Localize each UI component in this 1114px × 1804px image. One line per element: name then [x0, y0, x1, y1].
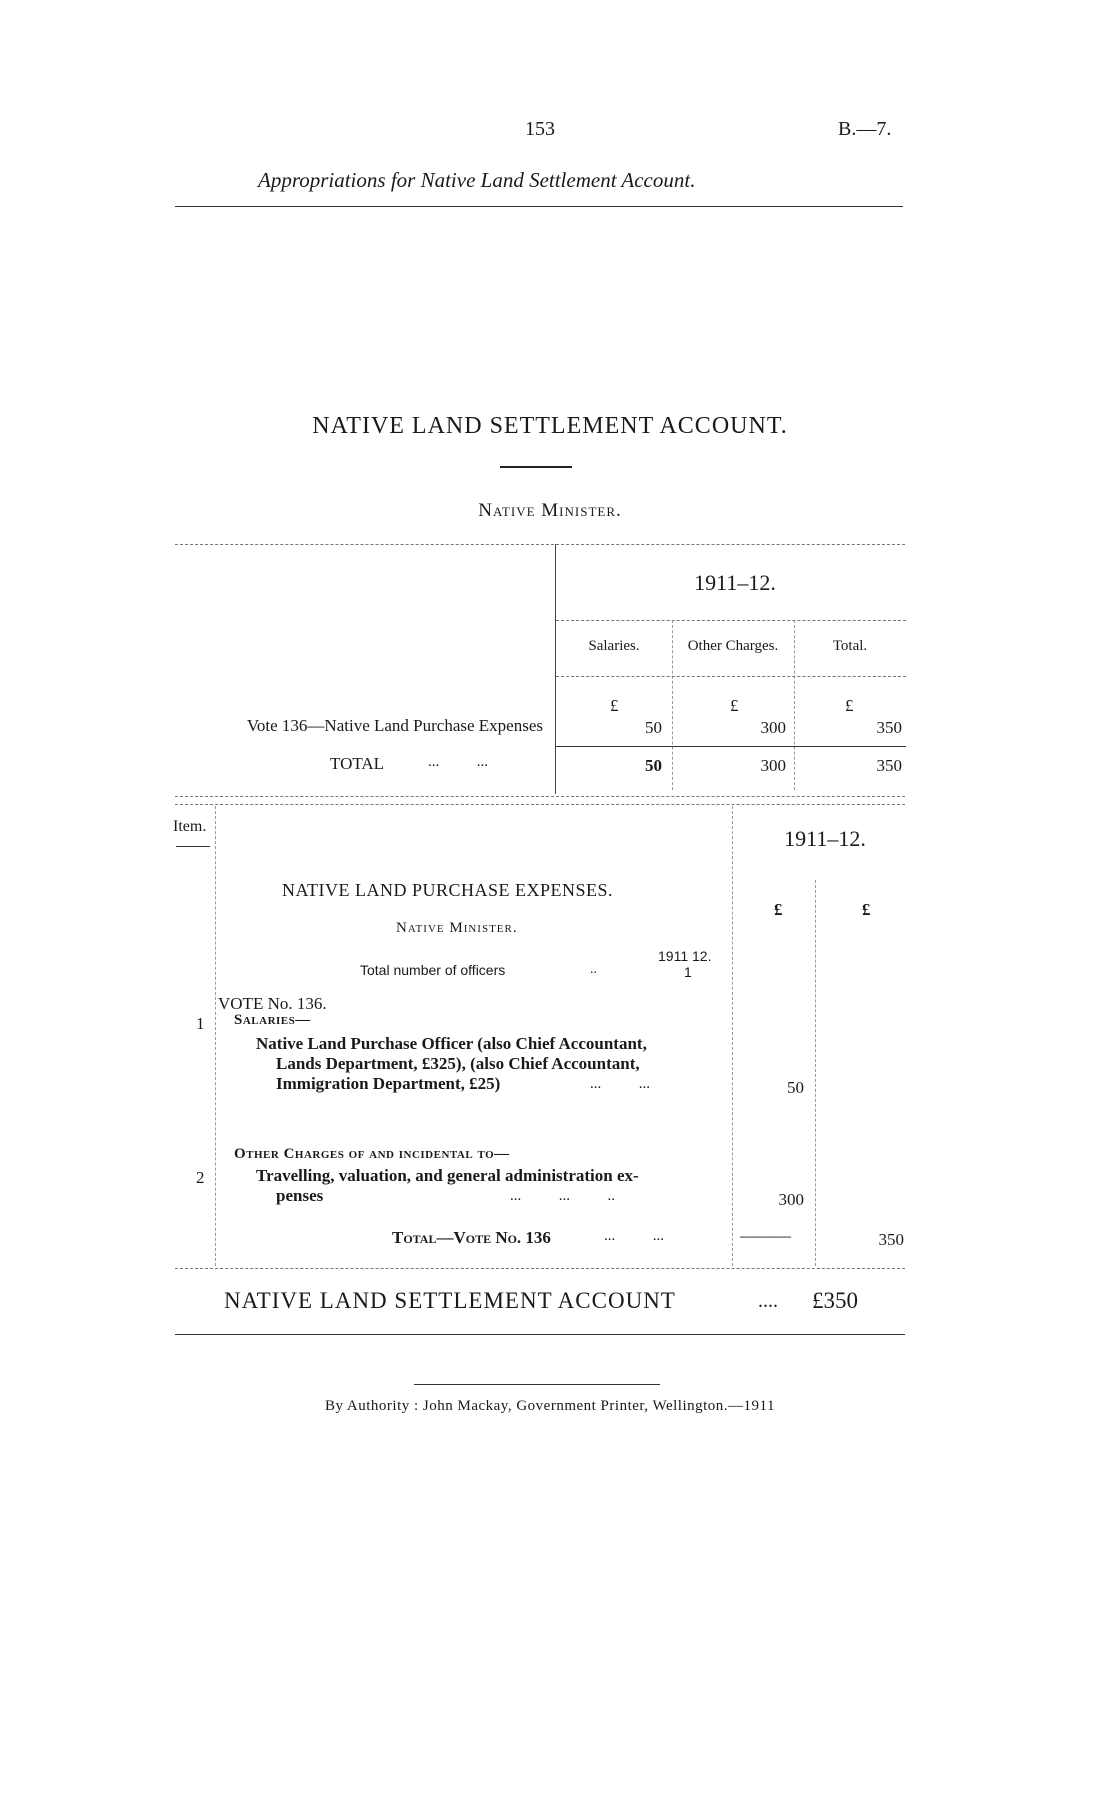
item-2-dots: ... ... .. [510, 1188, 615, 1204]
officers-label: Total number of officers [360, 962, 506, 978]
detail-currency-a: £ [774, 900, 783, 919]
account-total-dots: .... [758, 1290, 778, 1312]
item-1-line-1: Native Land Purchase Officer (also Chief Accountant, [256, 1034, 647, 1053]
summary-total-salaries: 50 [645, 756, 662, 775]
item-2-heading: Other Charges of and incidental to— [234, 1146, 510, 1162]
column-header-salaries: Salaries. [588, 638, 640, 654]
account-total-amount: £350 [812, 1288, 858, 1313]
detail-amount-divider [732, 806, 733, 1266]
currency-salaries: £ [610, 696, 619, 715]
column-header-total: Total. [832, 638, 868, 654]
vote-total-dash: ——— [740, 1226, 791, 1245]
detail-section-title: NATIVE LAND PURCHASE EXPENSES. [282, 880, 614, 900]
vote-label: VOTE No. 136. [218, 994, 327, 1013]
account-title: NATIVE LAND SETTLEMENT ACCOUNT. [312, 413, 788, 439]
detail-currency-b: £ [862, 900, 871, 919]
detail-minister: Native Minister. [396, 920, 518, 936]
summary-total-dots: ... ... [428, 754, 488, 770]
summary-header-rule [556, 676, 906, 677]
officers-count: 1 [684, 964, 692, 980]
summary-row-other-charges: 300 [760, 718, 786, 737]
summary-total-label: TOTAL [330, 754, 385, 773]
detail-top-rule [175, 804, 905, 805]
item-2-line-1: Travelling, valuation, and general administration ex- [256, 1166, 639, 1185]
summary-total-total: 350 [876, 756, 902, 775]
vote-total-dots: ... ... [604, 1228, 664, 1244]
summary-total-rule [556, 746, 906, 747]
account-total-rule [175, 1334, 905, 1335]
column-header-other-charges: Other Charges. [687, 638, 779, 654]
detail-bottom-rule [175, 1268, 905, 1269]
item-1-line-2: Lands Department, £325), (also Chief Accountant, [276, 1054, 640, 1073]
footer-rule [414, 1384, 660, 1385]
account-total-label: NATIVE LAND SETTLEMENT ACCOUNT [224, 1288, 676, 1313]
summary-total-other-charges: 300 [760, 756, 786, 775]
currency-other-charges: £ [730, 696, 739, 715]
item-1-amount: 50 [787, 1078, 804, 1097]
summary-bottom-rule [175, 796, 905, 797]
summary-year: 1911–12. [694, 570, 776, 595]
page-number: 153 [525, 118, 555, 140]
summary-row-label: Vote 136—Native Land Purchase Expenses [246, 716, 543, 735]
item-2-line-2: penses [276, 1186, 324, 1205]
summary-year-rule [556, 620, 906, 621]
item-1-dots: ... ... [590, 1076, 650, 1092]
vote-total-amount: 350 [878, 1230, 904, 1249]
item-1-line-3: Immigration Department, £25) [276, 1074, 501, 1093]
running-title: Appropriations for Native Land Settlement Account. [258, 168, 696, 192]
currency-total: £ [845, 696, 854, 715]
item-2-amount: 300 [778, 1190, 804, 1209]
vote-total-label: Total—Vote No. 136 [392, 1228, 551, 1247]
officers-year: 1911 12. [658, 948, 712, 964]
summary-row-total: 350 [876, 718, 902, 737]
item-header-underline [176, 846, 210, 847]
item-1-heading: Salaries— [234, 1012, 311, 1028]
document-reference: B.—7. [838, 118, 892, 140]
title-short-rule [500, 466, 572, 468]
header-rule [175, 206, 903, 207]
printer-imprint: By Authority : John Mackay, Government Printer, Wellington.—1911 [324, 1398, 775, 1414]
summary-row-salaries: 50 [645, 718, 662, 737]
summary-top-rule [175, 544, 905, 545]
detail-year: 1911–12. [784, 826, 866, 851]
item-2-number: 2 [196, 1168, 205, 1187]
detail-item-divider [215, 806, 216, 1266]
officers-dots: .. [590, 962, 597, 977]
detail-amount-col-sep [815, 880, 816, 1266]
item-1-number: 1 [196, 1014, 205, 1033]
item-column-header: Item. [173, 818, 207, 835]
minister-heading: Native Minister. [478, 500, 622, 521]
